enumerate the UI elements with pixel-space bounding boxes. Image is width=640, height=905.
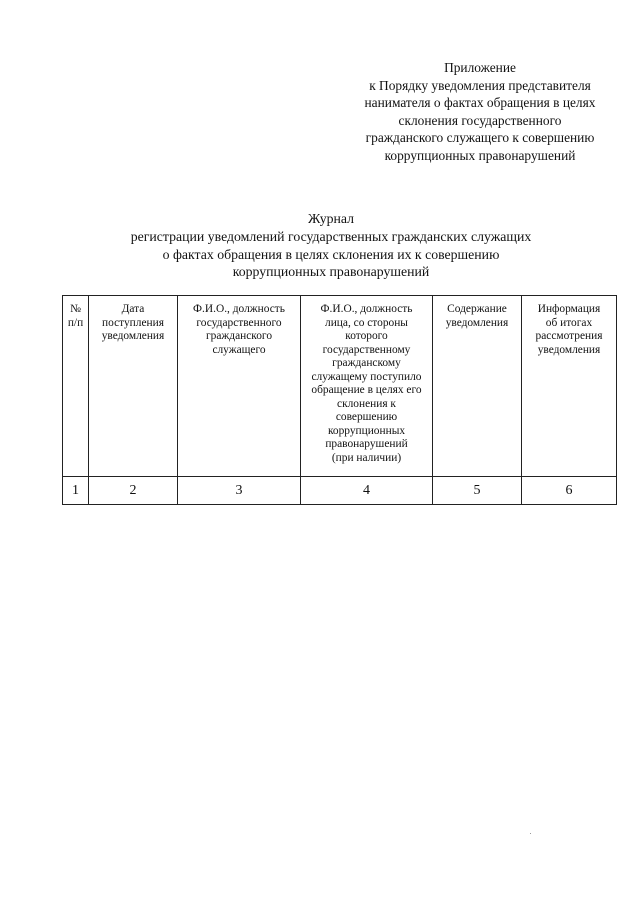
scan-speck: [530, 833, 531, 834]
journal-title-line: Журнал: [308, 211, 354, 226]
header-cell-results: Информация об итогах рассмотрения уведомления: [522, 296, 617, 477]
journal-table: [62, 295, 617, 505]
appendix-line: Приложение: [444, 60, 516, 75]
column-number-cell: 3: [178, 477, 301, 505]
header-cell-date: Дата поступления уведомления: [89, 296, 178, 477]
journal-title-line: коррупционных правонарушений: [232, 264, 430, 280]
column-number-cell: 5: [433, 477, 522, 505]
header-cell-content: Содержание уведомления: [433, 296, 522, 477]
column-number-cell: 1: [63, 477, 89, 505]
appendix-line: гражданского служащего к совершению: [365, 130, 595, 146]
header-cell-person: Ф.И.О., должность лица, со стороны которого государственному гражданскому служащему поступило обращение в целях его склонения к совершению коррупционных правонарушений (при наличии): [301, 296, 433, 477]
appendix-line: склонения государственного: [398, 112, 562, 128]
column-number-cell: 2: [89, 477, 178, 505]
appendix-line: коррупционных правонарушений: [384, 147, 576, 163]
table-row: [63, 477, 617, 505]
table-header-row: [63, 296, 617, 477]
header-cell-number: № п/п: [63, 296, 89, 477]
column-number-cell: 4: [301, 477, 433, 505]
journal-title-line: регистрации уведомлений государственных гражданских служащих: [130, 228, 532, 244]
column-number-cell: 6: [522, 477, 617, 505]
header-cell-servant: Ф.И.О., должность государственного гражданского служащего: [178, 296, 301, 477]
journal-title-line: о фактах обращения в целях склонения их к совершению: [162, 246, 500, 262]
appendix-line: нанимателя о фактах обращения в целях: [364, 95, 596, 111]
journal-title: [96, 210, 566, 281]
appendix-line: к Порядку уведомления представителя: [369, 77, 591, 93]
appendix-heading: [330, 59, 630, 165]
